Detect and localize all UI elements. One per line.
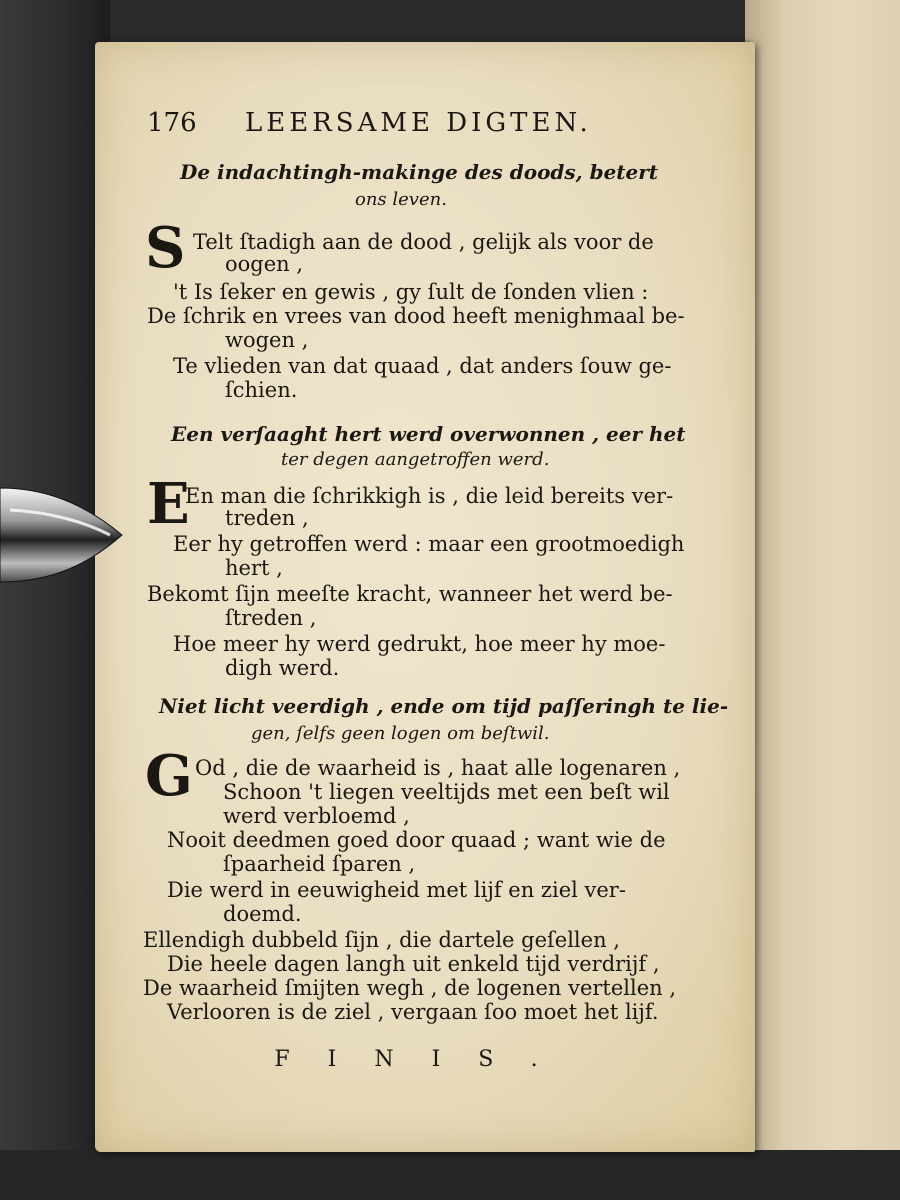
section-2-line-4: hert ,	[225, 556, 283, 580]
page-header	[147, 108, 707, 148]
section-3-line-4: Nooit deedmen goed door quaad ; want wie de	[167, 828, 666, 852]
running-title: LEERSAME DIGTEN.	[245, 108, 592, 138]
section-1-title-line-2: ons leven.	[355, 189, 447, 210]
section-1-title-line-1: De indachtingh-makinge des doods, betert	[180, 160, 659, 184]
section-3-line-6: Die werd in eeuwigheid met lijf en ziel ver-	[167, 878, 626, 902]
section-1-line-5: wogen ,	[225, 328, 309, 352]
page-number: 176	[147, 108, 197, 138]
section-3-line-1: Od , die de waarheid is , haat alle logenaren ,	[195, 756, 681, 780]
section-2-line-3: Eer hy getroffen werd : maar een grootmoedigh	[173, 532, 685, 556]
section-1-line-4: De ſchrik en vrees van dood heeft menighmaal be-	[147, 304, 685, 328]
section-2-line-2: treden ,	[225, 506, 309, 530]
facing-page-edge	[745, 0, 900, 1200]
section-2-line-5: Bekomt ſijn meeſte kracht, wanneer het werd be-	[147, 582, 673, 606]
section-3-title-line-2: gen, ſelfs geen logen om beſtwil.	[251, 723, 550, 744]
section-3-line-2: Schoon 't liegen veeltijds met een beſt wil	[223, 780, 670, 804]
section-1-drop-cap: S	[145, 215, 186, 281]
section-2-line-7: Hoe meer hy werd gedrukt, hoe meer hy moe-	[173, 632, 666, 656]
section-2-title-line-1: Een verſaaght hert werd overwonnen , eer het	[171, 422, 686, 446]
bottom-backdrop	[0, 1150, 900, 1200]
section-1-line-2: oogen ,	[225, 252, 304, 276]
section-2-title-line-2: ter degen aangetroffen werd.	[281, 449, 550, 470]
finis-text: FINIS.	[274, 1047, 576, 1072]
section-3-drop-cap: G	[145, 743, 193, 809]
book-page	[95, 42, 755, 1152]
section-3-line-11: Verlooren is de ziel , vergaan ſoo moet het lijf.	[167, 1000, 659, 1024]
section-3-title-line-1: Niet licht veerdigh , ende om tijd paſſeringh te lie-	[159, 694, 729, 718]
dark-backdrop	[0, 0, 110, 1200]
section-2-line-6: ſtreden ,	[225, 606, 317, 630]
section-2-line-8: digh werd.	[225, 656, 340, 680]
section-3-line-9: Die heele dagen langh uit enkeld tijd verdrijf ,	[167, 952, 660, 976]
section-3-line-8: Ellendigh dubbeld ſijn , die dartele geſellen ,	[143, 928, 620, 952]
section-1-line-6: Te vlieden van dat quaad , dat anders ſouw ge-	[173, 354, 672, 378]
section-3-line-10: De waarheid ſmijten wegh , de logenen vertellen ,	[143, 976, 677, 1000]
section-2-line-1: En man die ſchrikkigh is , die leid bereits ver-	[185, 484, 674, 508]
section-3-line-5: ſpaarheid ſparen ,	[223, 852, 416, 876]
section-3-line-3: werd verbloemd ,	[223, 804, 410, 828]
section-3-line-7: doemd.	[223, 902, 302, 926]
section-2-drop-cap: E	[147, 471, 190, 537]
section-1-line-1: Telt ſtadigh aan de dood , gelijk als voor de	[193, 230, 654, 254]
section-1-line-7: ſchien.	[225, 378, 298, 402]
section-1-line-3: 't Is ſeker en gewis , gy ſult de ſonden vlien :	[173, 280, 649, 304]
metal-clip-icon	[0, 480, 125, 590]
